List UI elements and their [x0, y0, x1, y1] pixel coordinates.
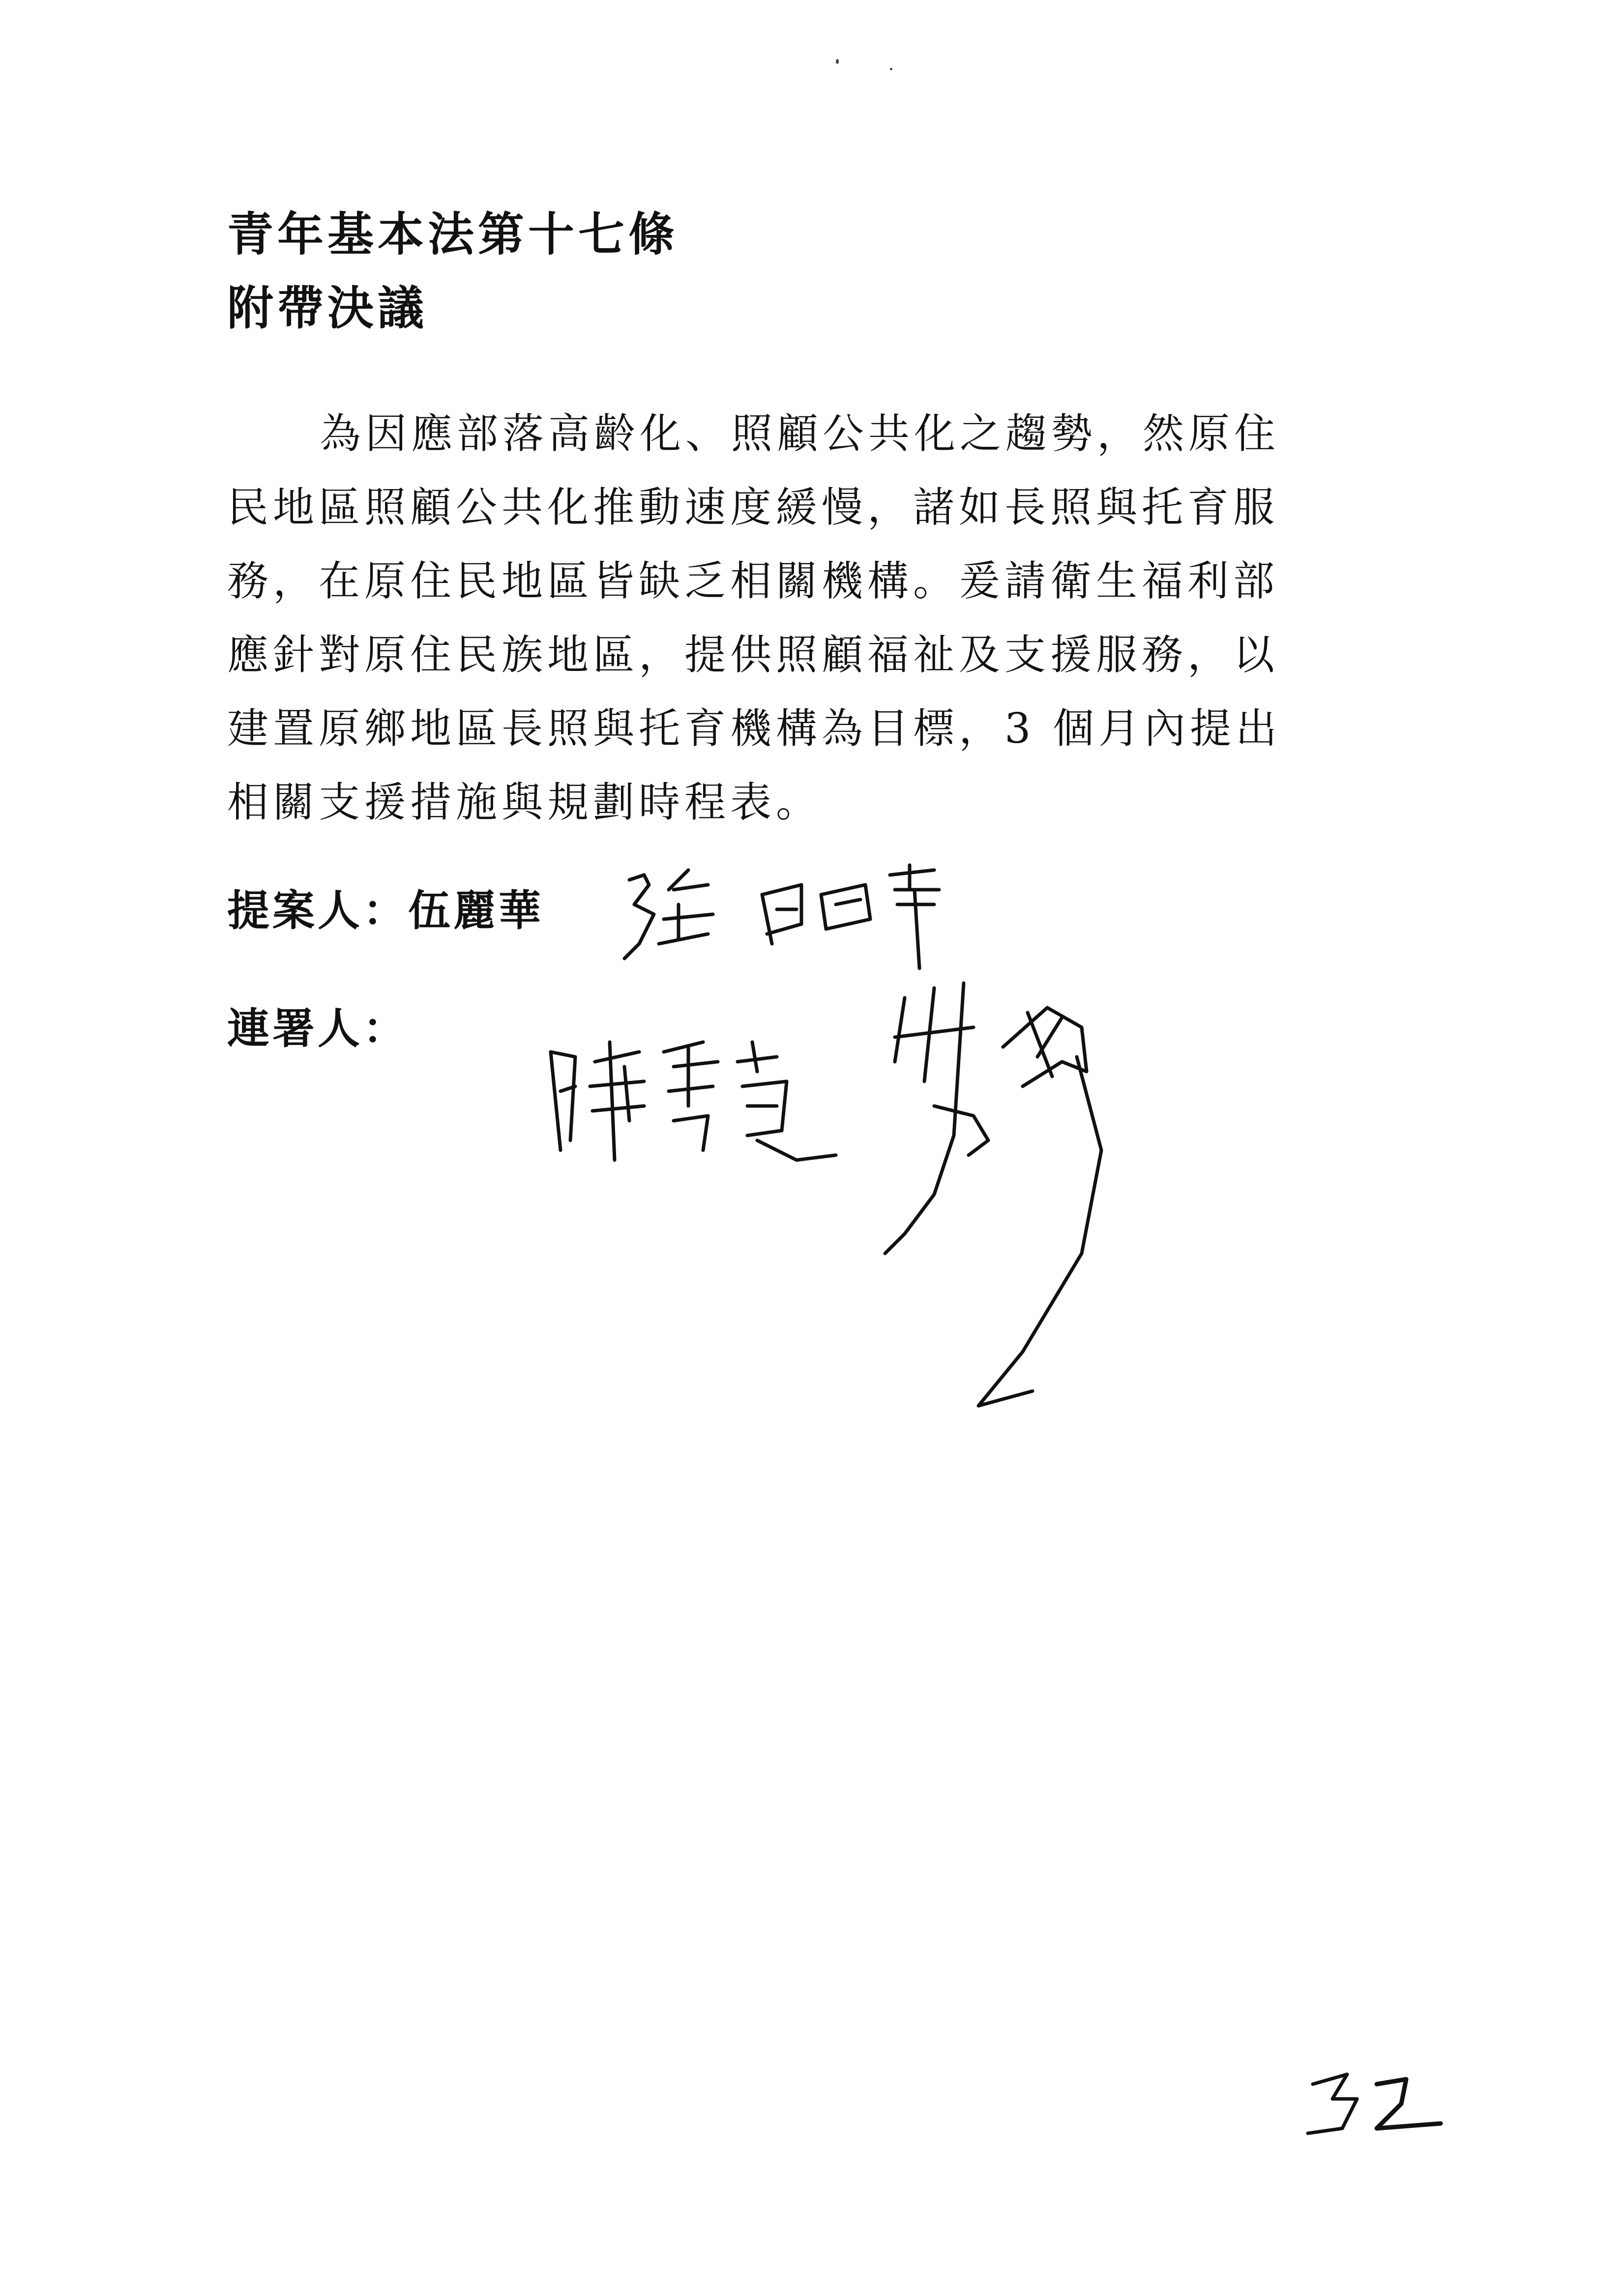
- scan-speck: [836, 59, 839, 64]
- scan-speck: [890, 68, 892, 70]
- body-line-6: 相關支援措施與規劃時程表。: [227, 778, 822, 826]
- document-heading: 青年基本法第十七條: [227, 207, 679, 262]
- body-line-1: 為因應部落高齡化、照顧公共化之趨勢，然原住: [320, 409, 1280, 458]
- body-line-4: 應針對原住民族地區，提供照顧福祉及支援服務，以: [227, 631, 1279, 679]
- cosigner-signature-2: [875, 959, 1131, 1430]
- cosigner-label: 連署人：: [227, 1004, 408, 1053]
- body-line-3: 務，在原住民地區皆缺乏相關機構。爰請衛生福利部: [227, 557, 1279, 605]
- body-line-2: 民地區照顧公共化推動速度緩慢，諸如長照與托育服: [227, 483, 1279, 531]
- body-line-5: 建置原鄉地區長照與托育機構為目標，3 個月內提出: [227, 704, 1282, 753]
- page-number: [1303, 2064, 1450, 2143]
- proposer-label: 提案人：伍麗華: [227, 886, 544, 935]
- cosigner-signature-1: [541, 1022, 846, 1170]
- document-subheading: 附帶決議: [227, 281, 428, 335]
